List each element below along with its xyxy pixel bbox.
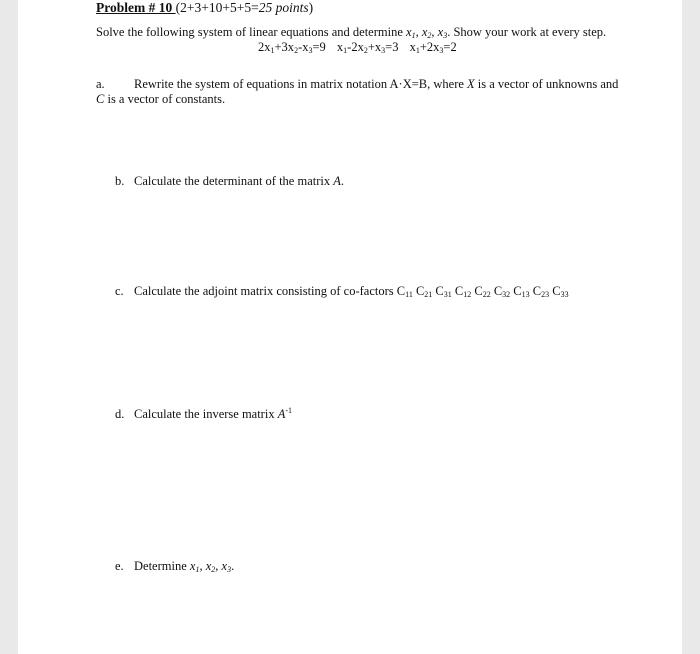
part-c-text: [134, 284, 569, 299]
equation-3: $x_1+2x_3=2$: [409, 40, 457, 55]
part-b-var: A: [333, 174, 341, 188]
part-b-label: b.: [115, 174, 125, 188]
cofactor-c21: $C_{21}$: [415, 284, 433, 299]
part-b-text: [134, 174, 344, 189]
part-e-label: e.: [115, 559, 124, 573]
part-c-body: Calculate the adjoint matrix consisting of co-factors: [134, 284, 394, 298]
cofactor-c11: $C_{11}$: [396, 284, 413, 299]
equations-line: [258, 40, 465, 55]
part-e-vars: $x_1$, $x_2$, $x_3$: [189, 559, 232, 574]
part-a-line1: Rewrite the system of equations in matrix notation A·X=B, where X is a vector of unknowns and: [134, 77, 619, 91]
part-d-var: A: [277, 407, 286, 421]
cofactor-list: [397, 284, 569, 298]
part-a-label: a.: [96, 77, 105, 91]
part-e-text: [134, 559, 234, 574]
part-a-line2: C is a vector of constants.: [96, 92, 226, 106]
part-b-before: Calculate the determinant of the matrix: [134, 174, 334, 188]
intro-after: . Show your work at every step.: [447, 25, 607, 39]
part-d-body: Calculate the inverse matrix: [134, 407, 278, 421]
part-d-text: [134, 407, 292, 422]
part-c-label: c.: [115, 284, 124, 298]
equation-1: $2x_1+3x_2-x_3=9$: [258, 40, 326, 55]
intro-vars: $x_1$, $x_2$, $x_3$: [406, 25, 448, 40]
cofactor-c32: $C_{32}$: [493, 284, 511, 299]
points-suffix: ): [308, 0, 314, 15]
part-e-after: .: [231, 559, 235, 573]
intro-before: Solve the following system of linear equations and determine: [96, 25, 406, 39]
part-e-body: Determine: [134, 559, 190, 573]
points-label: 25 points: [258, 0, 309, 15]
cofactor-c33: $C_{33}$: [552, 284, 569, 299]
problem-heading: [96, 0, 313, 15]
part-b-after: .: [340, 174, 344, 188]
cofactor-c31: $C_{31}$: [435, 284, 452, 299]
cofactor-c13: $C_{13}$: [513, 284, 530, 299]
cofactor-c12: $C_{12}$: [454, 284, 472, 299]
cofactor-c23: $C_{23}$: [532, 284, 550, 299]
points-prefix: (2+3+10+5+5=: [175, 0, 259, 15]
part-d-exponent: -1: [285, 406, 293, 415]
part-d-label: d.: [115, 407, 125, 421]
problem-title: Problem # 10: [96, 0, 176, 15]
cofactor-c22: $C_{22}$: [474, 284, 491, 299]
equation-2: $x_1-2x_2+x_3=3$: [336, 40, 399, 55]
intro-text: [96, 25, 606, 40]
document-page: [18, 0, 682, 654]
